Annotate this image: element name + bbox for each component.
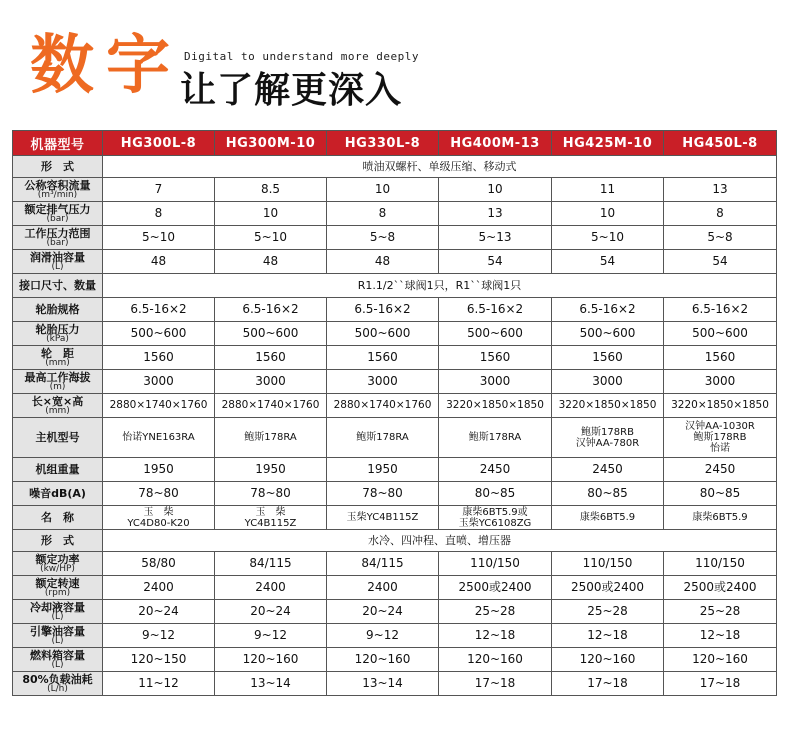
spec-table bbox=[12, 130, 777, 696]
table-cell: 2500或2400 bbox=[552, 576, 664, 600]
table-cell: 3000 bbox=[103, 370, 215, 394]
table-row bbox=[13, 576, 777, 600]
table-cell: 10 bbox=[327, 178, 439, 202]
table-cell: 1560 bbox=[552, 346, 664, 370]
table-cell: 54 bbox=[552, 250, 664, 274]
table-cell: 500~600 bbox=[215, 322, 327, 346]
corner-label: 机器型号 bbox=[13, 131, 103, 156]
model-header: HG400M-13 bbox=[439, 131, 552, 156]
row-label-cell bbox=[13, 458, 103, 482]
table-cell: 6.5-16×2 bbox=[215, 298, 327, 322]
page-header bbox=[0, 0, 790, 126]
cell-line: 汉钟AA-1030R bbox=[685, 421, 755, 432]
row-unit: (L) bbox=[51, 611, 64, 622]
cell-line: 鲍斯178RA bbox=[356, 432, 409, 443]
table-cell: 3220×1850×1850 bbox=[664, 394, 777, 418]
row-unit: (L/h) bbox=[47, 683, 68, 694]
row-label-cell bbox=[13, 156, 103, 178]
table-cell: 13~14 bbox=[215, 672, 327, 696]
model-header: HG330L-8 bbox=[327, 131, 439, 156]
cell-line: 鲍斯178RB bbox=[581, 426, 634, 438]
row-label: 燃料箱容量 bbox=[30, 648, 85, 662]
table-cell: 10 bbox=[439, 178, 552, 202]
table-cell: 2400 bbox=[215, 576, 327, 600]
model-header: HG300L-8 bbox=[103, 131, 215, 156]
row-label-cell bbox=[13, 418, 103, 458]
table-row bbox=[13, 226, 777, 250]
table-cell bbox=[439, 506, 552, 530]
table-cell bbox=[215, 418, 327, 458]
table-cell: 11~12 bbox=[103, 672, 215, 696]
table-cell: 20~24 bbox=[215, 600, 327, 624]
table-cell: 3220×1850×1850 bbox=[439, 394, 552, 418]
row-unit: (m) bbox=[49, 381, 66, 392]
row-label: 冷却液容量 bbox=[30, 600, 85, 614]
table-cell: 5~10 bbox=[103, 226, 215, 250]
table-cell: 8 bbox=[103, 202, 215, 226]
cell-line: YC4B115Z bbox=[244, 517, 297, 529]
row-label: 长×宽×高 bbox=[31, 394, 84, 408]
table-row bbox=[13, 178, 777, 202]
table-cell: 2880×1740×1760 bbox=[103, 394, 215, 418]
table-cell: 12~18 bbox=[439, 624, 552, 648]
table-cell: 10 bbox=[552, 202, 664, 226]
table-cell: 80~85 bbox=[552, 482, 664, 506]
table-cell: 10 bbox=[215, 202, 327, 226]
model-header: HG300M-10 bbox=[215, 131, 327, 156]
row-unit: (mm) bbox=[45, 357, 70, 368]
table-cell: 17~18 bbox=[664, 672, 777, 696]
row-unit: (bar) bbox=[46, 237, 69, 248]
table-cell: 120~160 bbox=[327, 648, 439, 672]
table-cell: 500~600 bbox=[552, 322, 664, 346]
table-cell: 48 bbox=[215, 250, 327, 274]
row-label-cell bbox=[13, 178, 103, 202]
row-label: 额定排气压力 bbox=[24, 202, 91, 216]
table-cell: 110/150 bbox=[664, 552, 777, 576]
table-cell: 6.5-16×2 bbox=[439, 298, 552, 322]
table-row bbox=[13, 274, 777, 298]
table-cell: 12~18 bbox=[664, 624, 777, 648]
table-cell: 120~160 bbox=[664, 648, 777, 672]
row-label-cell bbox=[13, 346, 103, 370]
cell-line: 康柴6BT5.9 bbox=[579, 512, 636, 523]
row-unit: (mm) bbox=[45, 405, 70, 416]
table-cell: 12~18 bbox=[552, 624, 664, 648]
table-cell: 6.5-16×2 bbox=[103, 298, 215, 322]
row-label: 噪音dB(A) bbox=[29, 487, 86, 500]
table-cell: 120~160 bbox=[552, 648, 664, 672]
table-cell: 78~80 bbox=[103, 482, 215, 506]
table-cell-span: 喷油双螺杆、单级压缩、移动式 bbox=[103, 156, 777, 178]
row-label: 额定功率 bbox=[35, 552, 80, 566]
table-cell bbox=[327, 418, 439, 458]
table-cell: 48 bbox=[103, 250, 215, 274]
table-cell bbox=[327, 506, 439, 530]
cell-line: 汉钟AA-780R bbox=[575, 437, 640, 449]
table-cell: 80~85 bbox=[439, 482, 552, 506]
row-label: 名 称 bbox=[41, 511, 74, 524]
table-cell: 500~600 bbox=[327, 322, 439, 346]
cell-line: 鲍斯178RA bbox=[468, 432, 522, 443]
row-unit: (m³/min) bbox=[37, 189, 78, 200]
table-cell: 1950 bbox=[215, 458, 327, 482]
table-cell: 120~150 bbox=[103, 648, 215, 672]
cell-line: 康柴6BT5.9 bbox=[692, 512, 748, 523]
table-cell: 54 bbox=[439, 250, 552, 274]
table-cell: 5~8 bbox=[327, 226, 439, 250]
row-label: 润滑油容量 bbox=[30, 250, 85, 264]
table-cell: 9~12 bbox=[215, 624, 327, 648]
table-cell: 84/115 bbox=[327, 552, 439, 576]
table-row bbox=[13, 552, 777, 576]
table-cell: 25~28 bbox=[664, 600, 777, 624]
table-cell: 3220×1850×1850 bbox=[552, 394, 664, 418]
table-cell: 500~600 bbox=[103, 322, 215, 346]
table-row bbox=[13, 672, 777, 696]
cell-line: 怡诺YNE163RA bbox=[122, 432, 195, 443]
row-label: 公称容积流量 bbox=[24, 178, 91, 192]
table-cell: 17~18 bbox=[552, 672, 664, 696]
title-big-char-1: 数 bbox=[30, 28, 94, 103]
cell-line: 鲍斯178RA bbox=[244, 432, 297, 443]
table-cell: 25~28 bbox=[552, 600, 664, 624]
cell-line: YC4D80-K20 bbox=[127, 517, 190, 529]
table-cell bbox=[664, 418, 777, 458]
table-cell: 2880×1740×1760 bbox=[327, 394, 439, 418]
table-cell: 2880×1740×1760 bbox=[215, 394, 327, 418]
table-row bbox=[13, 600, 777, 624]
row-unit: (kPa) bbox=[46, 333, 69, 344]
row-label: 工作压力范围 bbox=[24, 226, 91, 240]
table-cell: 80~85 bbox=[664, 482, 777, 506]
table-cell: 3000 bbox=[439, 370, 552, 394]
table-cell: 6.5-16×2 bbox=[552, 298, 664, 322]
row-label: 形 式 bbox=[41, 160, 74, 173]
row-label-cell bbox=[13, 274, 103, 298]
table-cell: 2400 bbox=[327, 576, 439, 600]
table-cell: 13~14 bbox=[327, 672, 439, 696]
row-label: 轮胎压力 bbox=[35, 322, 80, 336]
table-cell-span: 水冷、四冲程、直喷、增压器 bbox=[103, 530, 777, 552]
row-unit: (rpm) bbox=[44, 587, 71, 598]
table-cell: 3000 bbox=[664, 370, 777, 394]
table-cell: 110/150 bbox=[439, 552, 552, 576]
row-label-cell bbox=[13, 482, 103, 506]
row-label-cell bbox=[13, 530, 103, 552]
table-cell bbox=[552, 418, 664, 458]
cell-line: 怡诺 bbox=[710, 443, 730, 454]
row-label: 轮胎规格 bbox=[35, 303, 80, 316]
row-label: 轮 距 bbox=[41, 346, 74, 360]
table-row bbox=[13, 322, 777, 346]
table-cell: 5~10 bbox=[215, 226, 327, 250]
table-row bbox=[13, 394, 777, 418]
table-cell: 2450 bbox=[664, 458, 777, 482]
table-row bbox=[13, 418, 777, 458]
table-cell: 3000 bbox=[552, 370, 664, 394]
row-label: 形 式 bbox=[41, 534, 74, 547]
table-cell: 1950 bbox=[327, 458, 439, 482]
table-cell: 20~24 bbox=[327, 600, 439, 624]
table-cell: 120~160 bbox=[215, 648, 327, 672]
table-cell: 7 bbox=[103, 178, 215, 202]
table-cell: 78~80 bbox=[327, 482, 439, 506]
table-cell: 1560 bbox=[215, 346, 327, 370]
row-label-cell bbox=[13, 600, 103, 624]
table-row bbox=[13, 530, 777, 552]
table-cell: 3000 bbox=[327, 370, 439, 394]
table-cell: 2500或2400 bbox=[439, 576, 552, 600]
table-cell: 2500或2400 bbox=[664, 576, 777, 600]
table-cell: 13 bbox=[664, 178, 777, 202]
table-cell: 8 bbox=[664, 202, 777, 226]
row-label: 最高工作海拔 bbox=[24, 370, 91, 384]
table-cell: 11 bbox=[552, 178, 664, 202]
row-label-cell bbox=[13, 576, 103, 600]
table-cell: 2450 bbox=[552, 458, 664, 482]
table-cell bbox=[103, 506, 215, 530]
table-header-row bbox=[13, 131, 777, 156]
table-cell: 8.5 bbox=[215, 178, 327, 202]
table-cell: 3000 bbox=[215, 370, 327, 394]
table-cell: 2450 bbox=[439, 458, 552, 482]
table-cell-span: R1.1/2``球阀1只，R1``球阀1只 bbox=[103, 274, 777, 298]
row-unit: (bar) bbox=[46, 213, 69, 224]
row-label-cell bbox=[13, 226, 103, 250]
table-row bbox=[13, 370, 777, 394]
row-label-cell bbox=[13, 298, 103, 322]
model-header: HG450L-8 bbox=[664, 131, 777, 156]
table-cell: 2400 bbox=[103, 576, 215, 600]
table-cell: 78~80 bbox=[215, 482, 327, 506]
table-cell bbox=[103, 418, 215, 458]
table-cell: 1560 bbox=[327, 346, 439, 370]
table-cell: 1560 bbox=[103, 346, 215, 370]
row-label-cell bbox=[13, 624, 103, 648]
table-cell bbox=[215, 506, 327, 530]
row-label-cell bbox=[13, 394, 103, 418]
table-cell bbox=[664, 506, 777, 530]
table-row bbox=[13, 346, 777, 370]
table-row bbox=[13, 482, 777, 506]
table-cell: 1950 bbox=[103, 458, 215, 482]
table-cell: 1560 bbox=[664, 346, 777, 370]
table-cell: 1560 bbox=[439, 346, 552, 370]
table-cell: 8 bbox=[327, 202, 439, 226]
table-cell: 120~160 bbox=[439, 648, 552, 672]
table-cell: 6.5-16×2 bbox=[664, 298, 777, 322]
table-cell: 500~600 bbox=[439, 322, 552, 346]
row-label-cell bbox=[13, 370, 103, 394]
cell-line: 玉柴YC4B115Z bbox=[346, 512, 419, 523]
title-big-char-2: 字 bbox=[106, 28, 170, 103]
row-label-cell bbox=[13, 672, 103, 696]
table-row bbox=[13, 156, 777, 178]
table-cell bbox=[439, 418, 552, 458]
row-label: 80%负载油耗 bbox=[22, 672, 93, 686]
cell-line: 玉柴YC6108ZG bbox=[458, 517, 532, 529]
row-label-cell bbox=[13, 202, 103, 226]
table-row bbox=[13, 506, 777, 530]
model-header: HG425M-10 bbox=[552, 131, 664, 156]
table-cell: 5~8 bbox=[664, 226, 777, 250]
row-label-cell bbox=[13, 322, 103, 346]
cell-line: 鲍斯178RB bbox=[693, 432, 747, 443]
cell-line: 玉 柴 bbox=[143, 506, 174, 518]
table-cell: 6.5-16×2 bbox=[327, 298, 439, 322]
row-label: 主机型号 bbox=[35, 431, 80, 444]
table-cell bbox=[552, 506, 664, 530]
row-label: 接口尺寸、数量 bbox=[19, 279, 96, 292]
row-unit: (L) bbox=[51, 659, 64, 670]
row-label-cell bbox=[13, 648, 103, 672]
table-cell: 500~600 bbox=[664, 322, 777, 346]
table-row bbox=[13, 250, 777, 274]
table-cell: 20~24 bbox=[103, 600, 215, 624]
row-unit: (kw/HP) bbox=[40, 563, 75, 574]
table-cell: 9~12 bbox=[327, 624, 439, 648]
headline: 让了解更深入 bbox=[180, 69, 403, 111]
cell-line: 玉 柴 bbox=[255, 506, 286, 518]
table-cell: 25~28 bbox=[439, 600, 552, 624]
table-cell: 54 bbox=[664, 250, 777, 274]
table-row bbox=[13, 298, 777, 322]
cell-line: 康柴6BT5.9或 bbox=[462, 506, 528, 518]
table-cell: 9~12 bbox=[103, 624, 215, 648]
row-label: 机组重量 bbox=[35, 463, 80, 476]
row-label-cell bbox=[13, 250, 103, 274]
row-label-cell bbox=[13, 506, 103, 530]
table-cell: 17~18 bbox=[439, 672, 552, 696]
table-cell: 110/150 bbox=[552, 552, 664, 576]
table-cell: 5~10 bbox=[552, 226, 664, 250]
table-row bbox=[13, 202, 777, 226]
table-row bbox=[13, 458, 777, 482]
row-unit: (L) bbox=[51, 261, 64, 272]
table-cell: 48 bbox=[327, 250, 439, 274]
table-cell: 13 bbox=[439, 202, 552, 226]
row-label: 额定转速 bbox=[35, 576, 80, 590]
row-label-cell bbox=[13, 552, 103, 576]
table-cell: 84/115 bbox=[215, 552, 327, 576]
table-cell: 58/80 bbox=[103, 552, 215, 576]
row-label: 引擎油容量 bbox=[30, 624, 85, 638]
table-row bbox=[13, 624, 777, 648]
tagline: Digital to understand more deeply bbox=[184, 50, 420, 63]
row-unit: (L) bbox=[51, 635, 64, 646]
table-cell: 5~13 bbox=[439, 226, 552, 250]
table-row bbox=[13, 648, 777, 672]
